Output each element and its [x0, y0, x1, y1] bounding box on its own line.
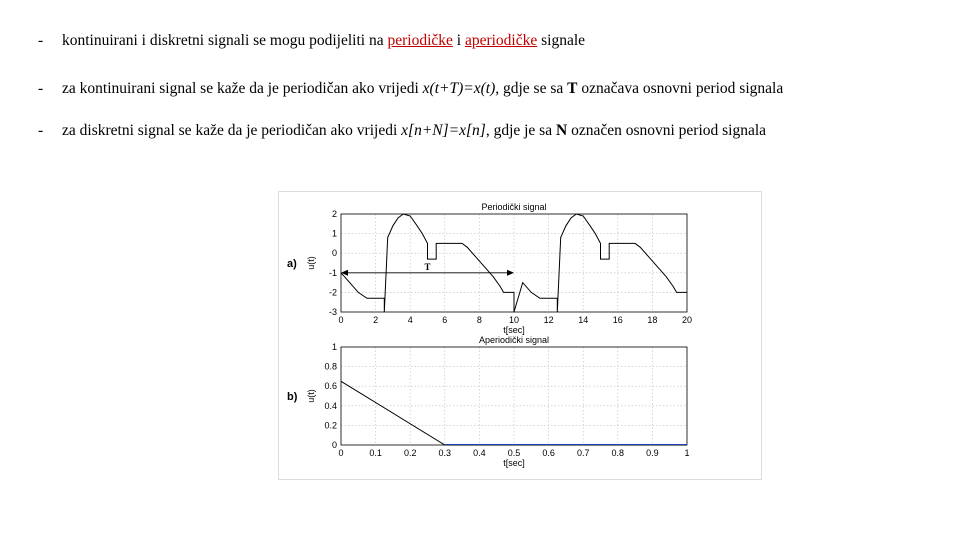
- link-aperiodicke[interactable]: aperiodičke: [464, 32, 538, 49]
- bullet-1-text-b: i: [452, 32, 465, 49]
- x-tick-label: 0.7: [576, 448, 590, 458]
- x-tick-label: 0.6: [542, 448, 555, 458]
- x-tick-label: 12: [543, 315, 554, 325]
- period-symbol-t: T: [567, 80, 578, 97]
- bullet-2-text-b: , gdje se sa: [495, 80, 568, 97]
- bullet-dash: -: [38, 32, 44, 49]
- chart-title: Aperiodički signal: [478, 335, 550, 345]
- bullet-3-text-b: , gdje je sa: [485, 122, 556, 139]
- signal-figure-svg: [279, 192, 761, 479]
- x-tick-label: 0.2: [403, 448, 417, 458]
- period-annotation: T: [424, 261, 431, 272]
- x-tick-label: 6: [442, 315, 448, 325]
- x-tick-label: 0: [338, 448, 344, 458]
- x-tick-label: 2: [373, 315, 379, 325]
- bullet-dash: -: [38, 80, 44, 97]
- x-tick-label: 20: [681, 315, 693, 325]
- bullet-dash: -: [38, 122, 44, 139]
- bullet-3-text-c: označen osnovni period signala: [567, 122, 767, 139]
- y-axis-label: u(t): [306, 389, 316, 403]
- y-tick-label: 0.8: [324, 361, 337, 372]
- y-tick-label: 0.4: [324, 400, 337, 411]
- y-tick-label: 0.2: [324, 420, 337, 431]
- x-tick-label: 1: [684, 448, 690, 458]
- x-axis-label: t[sec]: [503, 325, 525, 335]
- period-arrow-head-right: [507, 270, 514, 276]
- y-tick-label: -3: [328, 307, 337, 317]
- y-tick-label: 0.6: [324, 381, 337, 392]
- x-tick-label: 0.5: [507, 448, 521, 458]
- bullet-2-text-a: za kontinuirani signal se kaže da je periodičan ako vrijedi: [62, 80, 423, 97]
- x-tick-label: 0.9: [646, 448, 659, 458]
- x-tick-label: 0.8: [611, 448, 625, 458]
- x-tick-label: 0.1: [369, 448, 382, 458]
- x-tick-label: 18: [647, 315, 658, 325]
- bullet-1-text-c: signale: [537, 32, 586, 49]
- y-tick-label: -1: [328, 267, 337, 278]
- y-tick-label: 0: [331, 248, 337, 259]
- periodicity-formula-discrete: x[n+N]=x[n]: [401, 122, 486, 139]
- y-tick-label: 1: [331, 342, 337, 352]
- y-tick-label: 0: [331, 440, 337, 450]
- bullet-1: [38, 31, 585, 51]
- x-tick-label: 0: [338, 315, 344, 325]
- x-tick-label: 8: [476, 315, 482, 325]
- x-tick-label: 10: [508, 315, 520, 325]
- bullet-3: [38, 121, 766, 141]
- panel-label: b): [287, 391, 298, 403]
- x-tick-label: 14: [578, 315, 589, 325]
- y-tick-label: 2: [331, 209, 337, 219]
- link-periodicke[interactable]: periodičke: [387, 32, 453, 49]
- signal-figure: [278, 191, 762, 480]
- y-axis-label: u(t): [306, 256, 316, 270]
- panel-label: a): [287, 258, 297, 270]
- x-tick-label: 16: [612, 315, 623, 325]
- x-tick-label: 0.3: [438, 448, 452, 458]
- bullet-1-text-a: kontinuirani i diskretni signali se mogu podijeliti na: [62, 32, 388, 49]
- period-symbol-n: N: [555, 122, 568, 139]
- periodicity-formula-continuous: x(t+T)=x(t): [422, 80, 496, 97]
- period-arrow-head-left: [341, 270, 348, 276]
- bullet-2: [38, 79, 783, 99]
- y-tick-label: -2: [328, 287, 337, 298]
- bullet-3-text-a: za diskretni signal se kaže da je periodičan ako vrijedi: [62, 122, 402, 139]
- x-axis-label: t[sec]: [503, 458, 525, 468]
- chart-title: Periodički signal: [481, 202, 547, 212]
- bullet-2-text-c: označava osnovni period signala: [577, 80, 784, 97]
- x-tick-label: 4: [407, 315, 413, 325]
- x-tick-label: 0.4: [473, 448, 486, 458]
- y-tick-label: 1: [331, 228, 337, 239]
